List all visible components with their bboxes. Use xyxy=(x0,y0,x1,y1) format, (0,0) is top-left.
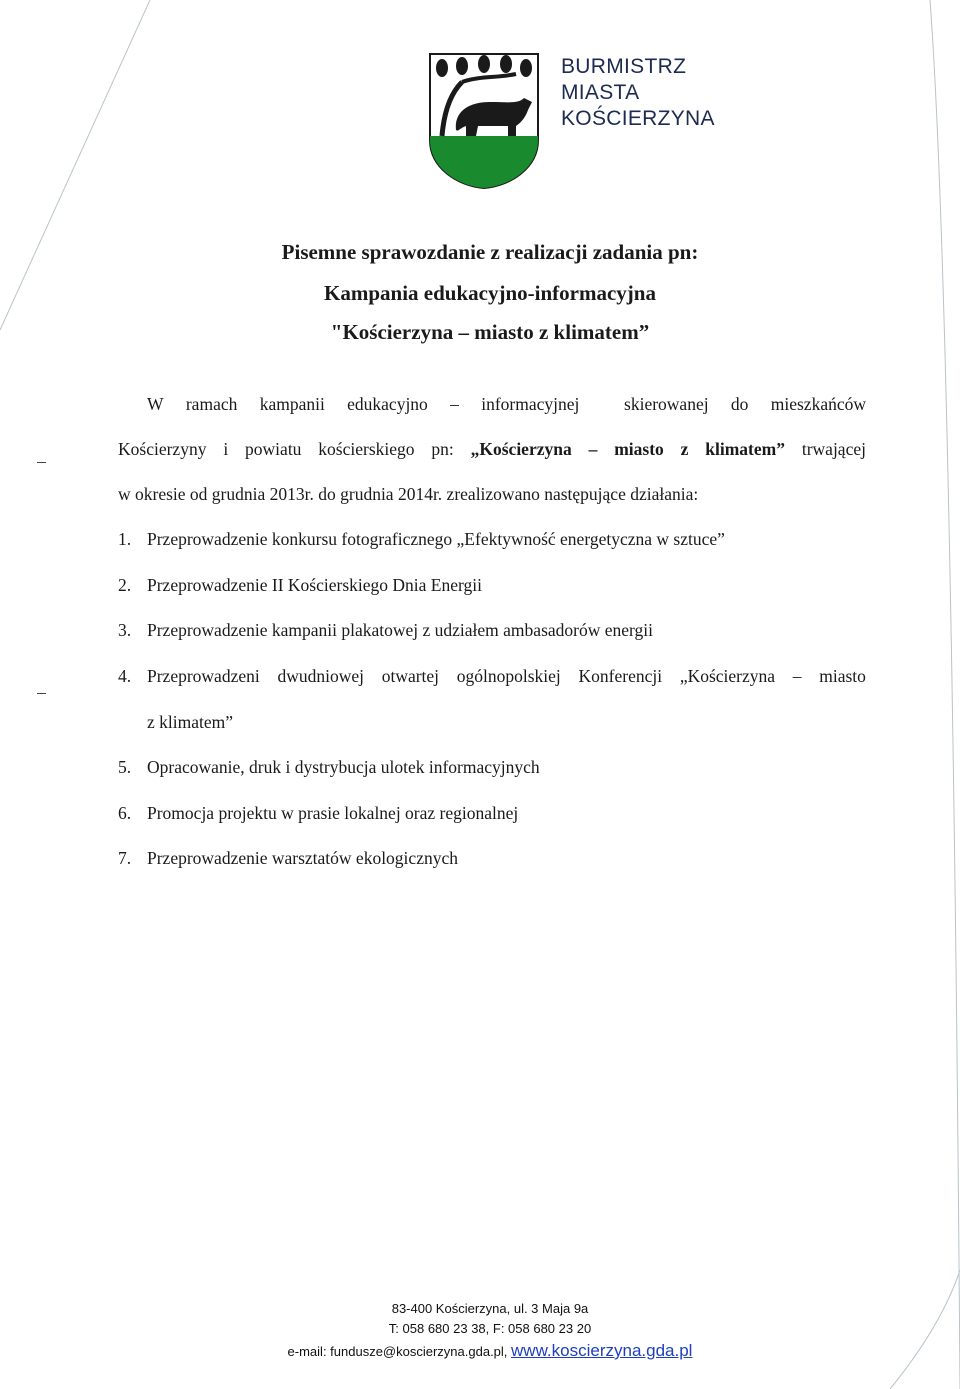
brand-line: MIASTA xyxy=(561,81,640,104)
intro-word: ramach xyxy=(185,394,238,414)
list-item-word: Konferencji xyxy=(578,666,663,686)
campaign-name-word: miasto xyxy=(614,439,664,459)
footer-contact xyxy=(0,1341,960,1361)
intro-word: W xyxy=(147,394,164,414)
list-item-text: Przeprowadzenie II Kościerskiego Dnia Energii xyxy=(147,575,482,595)
intro-word: edukacyjno xyxy=(347,394,428,414)
campaign-name-word: z xyxy=(680,439,689,459)
document-title-line: Pisemne sprawozdanie z realizacji zadania pn: xyxy=(281,240,699,264)
list-item-text: Promocja projektu w prasie lokalnej oraz regionalnej xyxy=(147,803,519,823)
coat-of-arms-icon xyxy=(428,52,540,190)
margin-mark xyxy=(37,462,46,463)
list-item-word: ogólnopolskiej xyxy=(456,666,561,686)
list-item-word: „Kościerzyna xyxy=(679,666,776,686)
intro-word: kościerskiego xyxy=(318,439,415,459)
intro-word: Kościerzyny xyxy=(118,439,207,459)
intro-word: do xyxy=(730,394,749,414)
list-item-number: 6. xyxy=(118,803,132,823)
list-item-text: Przeprowadzenie konkursu fotograficznego „Efektywność energetyczna w sztuce” xyxy=(147,529,725,549)
list-item-text xyxy=(147,666,866,687)
campaign-name-word: „Kościerzyna xyxy=(470,439,572,459)
list-item-word: dwudniowej xyxy=(277,666,364,686)
list-item xyxy=(118,575,482,596)
list-item-number: 3. xyxy=(118,620,132,640)
intro-word: – xyxy=(450,394,459,414)
list-item-number: 1. xyxy=(118,529,132,549)
campaign-name-word: klimatem” xyxy=(705,439,785,459)
list-item xyxy=(118,757,540,778)
margin-mark xyxy=(37,693,46,694)
brand-line: BURMISTRZ xyxy=(561,55,687,78)
list-item-number: 7. xyxy=(118,848,132,868)
intro-word: powiatu xyxy=(245,439,302,459)
intro-line xyxy=(147,394,866,415)
list-item xyxy=(118,620,653,641)
intro-word: kampanii xyxy=(259,394,325,414)
list-item-word: – xyxy=(792,666,802,686)
list-item-number: 2. xyxy=(118,575,132,595)
list-item-word: otwartej xyxy=(381,666,440,686)
list-item xyxy=(118,848,458,869)
intro-word: skierowanej xyxy=(624,394,709,414)
brand-line: KOŚCIERZYNA xyxy=(561,107,715,130)
intro-word: pn: xyxy=(431,439,454,459)
document-title-line: "Kościerzyna – miasto z klimatem” xyxy=(330,320,650,344)
list-item-text: Opracowanie, druk i dystrybucja ulotek informacyjnych xyxy=(147,757,540,777)
website-link[interactable]: www.koscierzyna.gda.pl xyxy=(511,1341,693,1360)
intro-line xyxy=(118,439,866,460)
list-item xyxy=(118,529,725,550)
list-item xyxy=(118,803,518,824)
document-title-line: Kampania edukacyjno-informacyjna xyxy=(324,281,656,305)
list-item-number: 4. xyxy=(118,666,132,686)
brand-wordmark xyxy=(561,54,715,132)
footer-address: 83-400 Kościerzyna, ul. 3 Maja 9a xyxy=(391,1301,589,1316)
list-item xyxy=(118,666,866,687)
intro-line: w okresie od grudnia 2013r. do grudnia 2014r. zrealizowano następujące działania: xyxy=(118,484,699,504)
list-item-text: Przeprowadzenie warsztatów ekologicznych xyxy=(147,848,458,868)
intro-word: trwającej xyxy=(801,439,866,459)
list-item-number: 5. xyxy=(118,757,132,777)
intro-word: informacyjnej xyxy=(481,394,580,414)
footer-phone: T: 058 680 23 38, F: 058 680 23 20 xyxy=(388,1321,592,1336)
list-item-word: Przeprowadzeni xyxy=(147,666,260,686)
list-item-word: miasto xyxy=(819,666,866,686)
intro-word: mieszkańców xyxy=(770,394,866,414)
campaign-name-word: – xyxy=(588,439,598,459)
intro-word: i xyxy=(223,439,229,459)
footer-email: e-mail: fundusze@koscierzyna.gda.pl, xyxy=(287,1344,512,1359)
list-item-text: Przeprowadzenie kampanii plakatowej z udziałem ambasadorów energii xyxy=(147,620,654,640)
list-item-continuation: z klimatem” xyxy=(147,712,234,732)
